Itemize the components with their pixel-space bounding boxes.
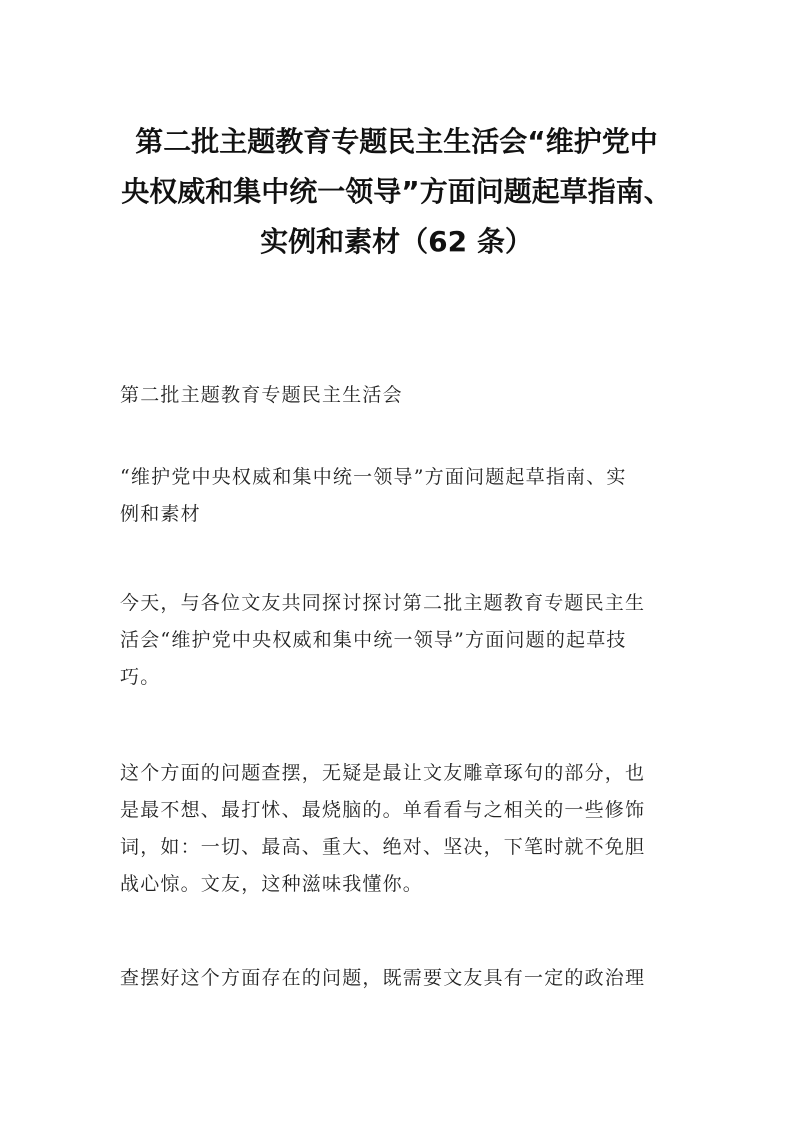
paragraph-line: 词，如：一切、最高、重大、绝对、坚决，下笔时就不免胆 [120,836,646,858]
paragraph-line: 是最不想、最打怵、最烧脑的。单看看与之相关的一些修饰 [120,799,646,821]
paragraph-line: “维护党中央权威和集中统一领导”方面问题起草指南、实 [120,466,627,488]
paragraph-line: 例和素材 [120,503,201,525]
paragraph-intro [120,585,676,696]
paragraph-line: 查摆好这个方面存在的问题，既需要文友具有一定的政治理 [120,967,646,989]
paragraph-line: 巧。 [120,666,161,688]
paragraph-discussion [120,755,676,903]
paragraph-subtitle-2 [120,459,676,533]
paragraph-line: 第二批主题教育专题民主生活会 [120,384,403,406]
title-line: 第二批主题教育专题民主生活会“维护党中 [135,125,658,158]
paragraph-line: 今天，与各位文友共同探讨探讨第二批主题教育专题民主生 [120,592,646,614]
paragraph-line: 战心惊。文友，这种滋味我懂你。 [120,873,424,895]
title-line: 央权威和集中统一领导”方面问题起草指南、 [121,175,672,208]
title-line: 实例和素材（62 条） [260,225,533,258]
paragraph-line: 活会“维护党中央权威和集中统一领导”方面问题的起草技 [120,629,627,651]
paragraph-subtitle-1 [120,377,676,414]
paragraph-line: 这个方面的问题查摆，无疑是最让文友雕章琢句的部分，也 [120,762,646,784]
paragraph-continuation [120,960,676,997]
document-title [100,117,693,267]
